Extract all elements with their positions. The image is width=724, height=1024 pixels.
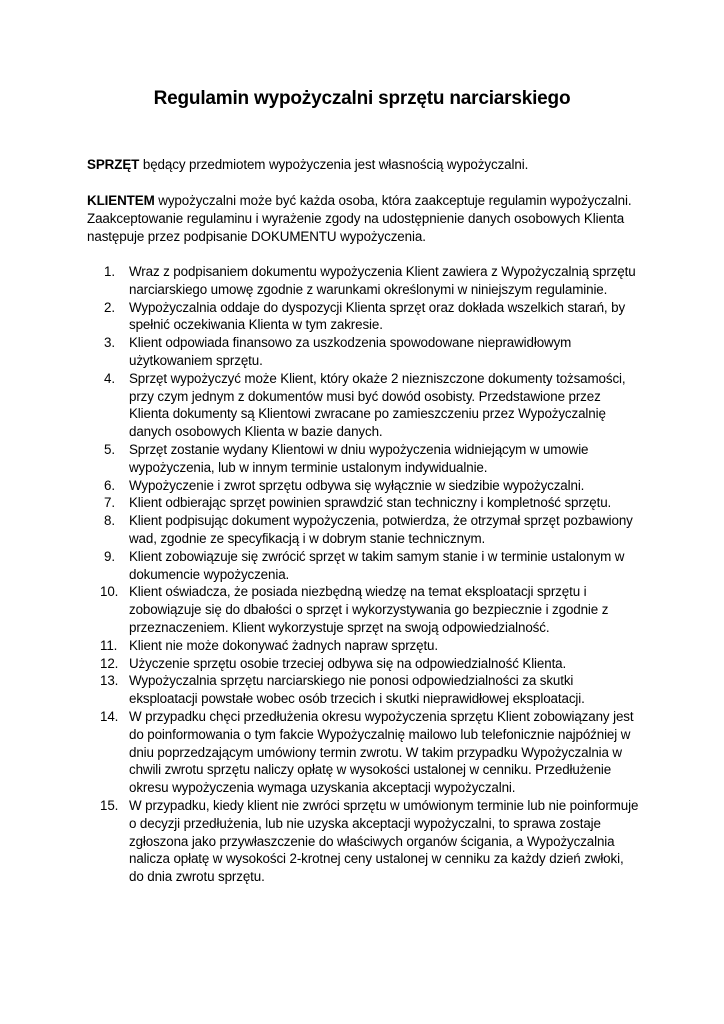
rule-text: Sprzęt zostanie wydany Klientowi w dniu wypożyczenia widniejącym w umowie wypożyczenia, lub w innym terminie ustalonym indywidualnie. bbox=[129, 441, 589, 475]
rule-item bbox=[0, 477, 641, 495]
rule-number: 15. bbox=[100, 797, 119, 813]
rule-item bbox=[0, 370, 641, 441]
intro-paragraph-equipment bbox=[87, 156, 647, 174]
rule-item bbox=[0, 548, 641, 584]
intro-paragraph-client bbox=[87, 192, 647, 246]
rule-text: Klient odpowiada finansowo za uszkodzenia spowodowane nieprawidłowym użytkowaniem sprzętu. bbox=[129, 335, 572, 368]
rule-item bbox=[0, 299, 641, 335]
rule-number: 13. bbox=[100, 673, 119, 689]
rule-item bbox=[0, 672, 641, 708]
rule-item bbox=[0, 263, 641, 299]
rule-text: Użyczenie sprzętu osobie trzeciej odbywa się na odpowiedzialność Klienta. bbox=[129, 655, 567, 671]
rule-item bbox=[0, 797, 641, 886]
rule-text: W przypadku, kiedy klient nie zwróci sprzętu w umówionym terminie lub nie poinformuje o decyzji przedłużenia, lub nie uzyska akceptacji wypożyczalni, to sprawa zostaje zgłoszona jako przywłaszczenie do właściwych organów ścigania, a Wypożyczalnia nalicza opłatę w wysokości 2-krotnej ceny ustalonej w cenniku za każdy dzień zwłoki, do dnia zwrotu sprzętu. bbox=[129, 797, 639, 885]
rule-item bbox=[0, 441, 641, 477]
rule-text: Klient zobowiązuje się zwrócić sprzęt w takim samym stanie i w terminie ustalonym w dokumencie wypożyczenia. bbox=[129, 548, 625, 582]
rule-item bbox=[0, 334, 641, 370]
rule-text: Wypożyczalnia oddaje do dyspozycji Klienta sprzęt oraz dokłada wszelkich starań, by spełnić oczekiwania Klienta w tym zakresie. bbox=[129, 299, 626, 333]
rule-text: Klient podpisując dokument wypożyczenia, potwierdza, że otrzymał sprzęt pozbawiony wad, zgodnie ze specyfikacją i w dobrym stanie technicznym. bbox=[129, 513, 633, 546]
rule-item bbox=[0, 583, 641, 636]
client-definition: wypożyczalni może być każda osoba, która zaakceptuje regulamin wypożyczalni. Zaakceptowanie regulaminu i wyrażenie zgody na udostępnienie danych osobowych Klienta następuje przez podpisanie DOKUMENTU wypożyczenia. bbox=[87, 193, 632, 244]
rule-number: 4. bbox=[104, 370, 115, 386]
rule-number: 3. bbox=[104, 335, 115, 351]
rule-number: 11. bbox=[100, 637, 118, 653]
equipment-definition: będący przedmiotem wypożyczenia jest własnością wypożyczalni. bbox=[139, 157, 529, 172]
rule-text: Klient oświadcza, że posiada niezbędną wiedzę na temat eksploatacji sprzętu i zobowiązuje się do dbałości o sprzęt i wykorzystywania go bezpiecznie i zgodnie z przeznaczeniem. Klient wykorzystuje sprzęt na swoją odpowiedzialność. bbox=[129, 584, 609, 635]
rule-number: 6. bbox=[104, 477, 115, 493]
rule-number: 8. bbox=[104, 513, 115, 529]
rule-text: Wypożyczenie i zwrot sprzętu odbywa się wyłącznie w siedzibie wypożyczalni. bbox=[129, 477, 585, 493]
rule-text: Sprzęt wypożyczyć może Klient, który okaże 2 niezniszczone dokumenty tożsamości, przy czym jednym z dokumentów musi być dowód osobisty. Przedstawione przez Klienta dokumenty są Klientowi zwracane po zamieszczeniu przez Wypożyczalnię danych osobowych Klienta w bazie danych. bbox=[129, 370, 626, 440]
rule-item bbox=[0, 494, 641, 512]
rule-number: 2. bbox=[104, 299, 115, 315]
rule-item bbox=[0, 637, 641, 655]
rule-text: Wraz z podpisaniem dokumentu wypożyczenia Klient zawiera z Wypożyczalnią sprzętu narciarskiego umowę zgodnie z warunkami określonymi w niniejszym regulaminie. bbox=[129, 264, 636, 297]
client-term: KLIENTEM bbox=[87, 193, 155, 208]
document-title: Regulamin wypożyczalni sprzętu narciarskiego bbox=[153, 88, 571, 109]
rule-number: 12. bbox=[100, 655, 119, 671]
rule-number: 5. bbox=[104, 441, 115, 457]
rule-item bbox=[0, 655, 641, 673]
rule-text: Klient odbierając sprzęt powinien sprawdzić stan techniczny i kompletność sprzętu. bbox=[129, 495, 612, 511]
rule-number: 14. bbox=[100, 708, 119, 724]
rule-number: 9. bbox=[104, 548, 115, 564]
rule-number: 1. bbox=[104, 264, 115, 279]
rule-number: 7. bbox=[104, 495, 115, 511]
rule-text: Klient nie może dokonywać żadnych napraw sprzętu. bbox=[129, 637, 438, 653]
rule-text: W przypadku chęci przedłużenia okresu wypożyczenia sprzętu Klient zobowiązany jest do poinformowania o tym fakcie Wypożyczalnię mailowo lub telefonicznie najpóźniej w dniu poprzedzającym umówiony termin zwrotu. W takim przypadku Wypożyczalnia w chwili zwrotu sprzętu naliczy opłatę w wysokości ustalonej w cenniku. Przedłużenie okresu wypożyczenia wymaga uzyskania akceptacji wypożyczalni. bbox=[129, 708, 634, 796]
rule-item bbox=[0, 512, 641, 548]
rule-item bbox=[0, 708, 641, 797]
rule-number: 10. bbox=[100, 584, 119, 600]
rule-text: Wypożyczalnia sprzętu narciarskiego nie ponosi odpowiedzialności za skutki eksploatacji powstałe wobec osób trzecich i skutki nieprawidłowej eksploatacji. bbox=[129, 673, 585, 707]
rules-list bbox=[0, 263, 724, 886]
equipment-term: SPRZĘT bbox=[87, 157, 140, 172]
